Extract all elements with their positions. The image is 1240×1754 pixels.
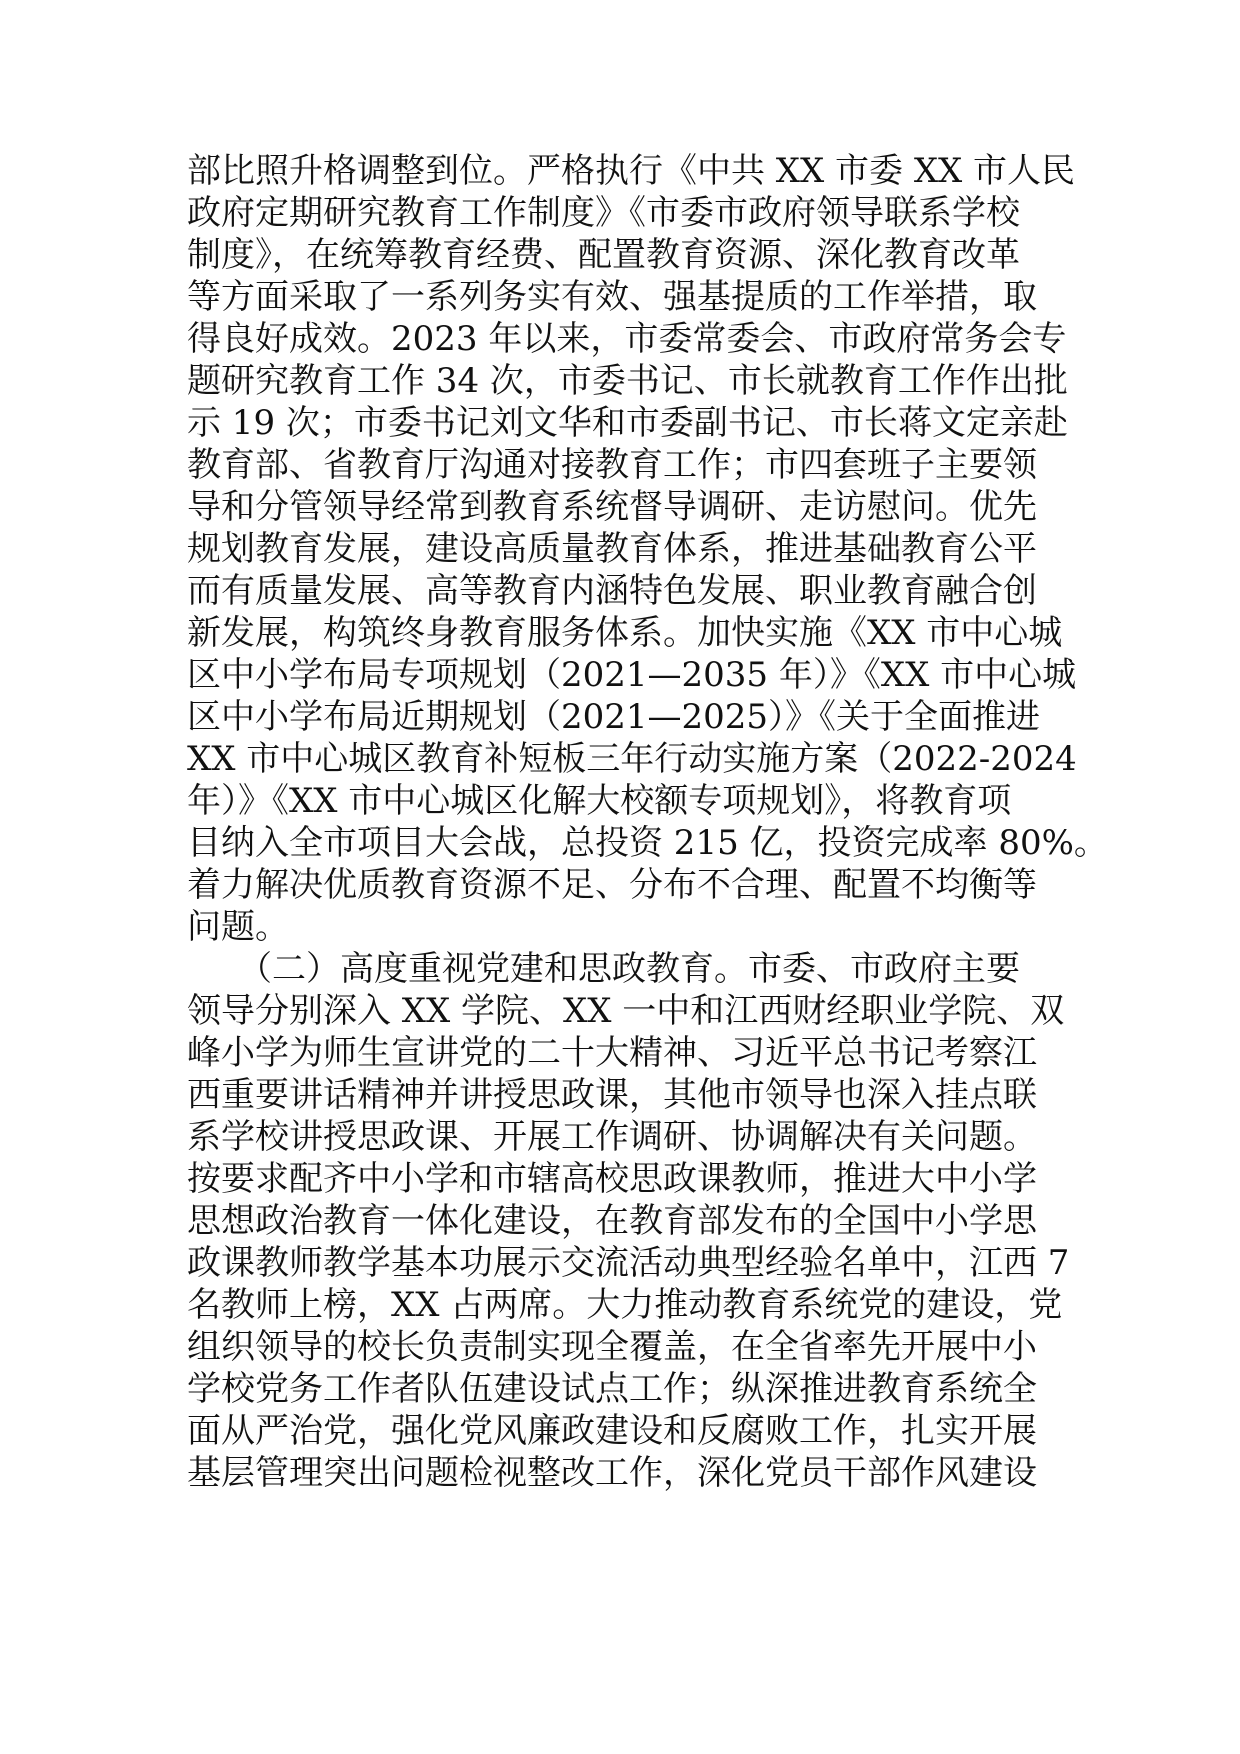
text-line: 问题。: [187, 907, 289, 947]
text-line: 而有质量发展、高等教育内涵特色发展、职业教育融合创: [187, 571, 1037, 611]
text-line: 着力解决优质教育资源不足、分布不合理、配置不均衡等: [187, 865, 1037, 905]
text-line: 教育部、省教育厅沟通对接教育工作；市四套班子主要领: [187, 445, 1037, 485]
text-line: 西重要讲话精神并讲授思政课，其他市领导也深入挂点联: [187, 1075, 1037, 1115]
text-line: 峰小学为师生宣讲党的二十大精神、习近平总书记考察江: [187, 1033, 1037, 1073]
text-line: 面从严治党，强化党风廉政建设和反腐败工作，扎实开展: [187, 1411, 1037, 1451]
text-line: 政课教师教学基本功展示交流活动典型经验名单中，江西 7: [187, 1243, 1070, 1283]
text-line: 年）》《XX 市中心城区化解大校额专项规划》，将教育项: [187, 781, 1012, 821]
text-line: 目纳入全市项目大会战，总投资 215 亿，投资完成率 80%。: [187, 823, 1108, 863]
text-line: XX 市中心城区教育补短板三年行动实施方案（2022-2024: [187, 739, 1077, 779]
text-line: 区中小学布局近期规划（2021—2025）》《关于全面推进: [187, 697, 1041, 737]
body-text: [187, 150, 1108, 1494]
text-line: 思想政治教育一体化建设，在教育部发布的全国中小学思: [187, 1201, 1037, 1241]
text-line: 学校党务工作者队伍建设试点工作；纵深推进教育系统全: [187, 1369, 1037, 1409]
text-line: 等方面采取了一系列务实有效、强基提质的工作举措，取: [187, 277, 1037, 317]
text-line: 题研究教育工作 34 次，市委书记、市长就教育工作作出批: [187, 361, 1068, 401]
text-line: 新发展，构筑终身教育服务体系。加快实施《XX 市中心城: [187, 613, 1063, 653]
section-heading-line: （二）高度重视党建和思政教育。市委、市政府主要: [187, 949, 1020, 989]
text-line: 区中小学布局专项规划（2021—2035 年）》《XX 市中心城: [187, 655, 1077, 695]
text-line: 基层管理突出问题检视整改工作，深化党员干部作风建设: [187, 1453, 1037, 1493]
text-line: 示 19 次；市委书记刘文华和市委副书记、市长蒋文定亲赴: [187, 403, 1068, 443]
text-line: 导和分管领导经常到教育系统督导调研、走访慰问。优先: [187, 487, 1037, 527]
text-line: 规划教育发展，建设高质量教育体系，推进基础教育公平: [187, 529, 1037, 569]
text-line: 政府定期研究教育工作制度》《市委市政府领导联系学校: [187, 193, 1020, 233]
text-line: 得良好成效。2023 年以来，市委常委会、市政府常务会专: [187, 319, 1067, 359]
text-line: 系学校讲授思政课、开展工作调研、协调解决有关问题。: [187, 1117, 1037, 1157]
text-line: 名教师上榜，XX 占两席。大力推动教育系统党的建设，党: [187, 1285, 1063, 1325]
text-line: 领导分别深入 XX 学院、XX 一中和江西财经职业学院、双: [187, 991, 1065, 1031]
text-line: 按要求配齐中小学和市辖高校思政课教师，推进大中小学: [187, 1159, 1037, 1199]
text-line: 制度》，在统筹教育经费、配置教育资源、深化教育改革: [187, 235, 1020, 275]
text-line: 部比照升格调整到位。严格执行《中共 XX 市委 XX 市人民: [187, 151, 1076, 191]
text-line: 组织领导的校长负责制实现全覆盖，在全省率先开展中小: [187, 1327, 1037, 1367]
